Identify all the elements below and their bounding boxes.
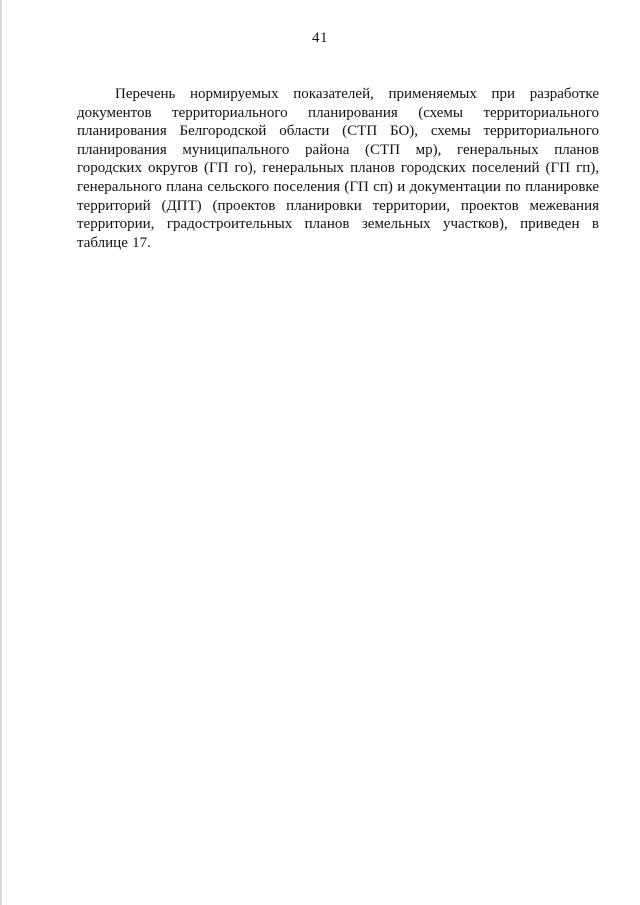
body-paragraph: Перечень нормируемых показателей, применяемых при разработке документов территориального планирования (схемы территориального планирования Белгородской области (СТП БО), схемы территориального планирования муниципального района (СТП мр), генеральных планов городских округов (ГП го), генеральных планов городских поселений (ГП гп), генерального плана сельского поселения (ГП сп) и документации по планировке территорий (ДПТ) (проектов планировки территории, проектов межевания территории, градостроительных планов земельных участков), приведен в таблице 17. <box>77 86 599 251</box>
page-number: 41 <box>312 30 328 46</box>
page-left-edge <box>0 0 2 905</box>
